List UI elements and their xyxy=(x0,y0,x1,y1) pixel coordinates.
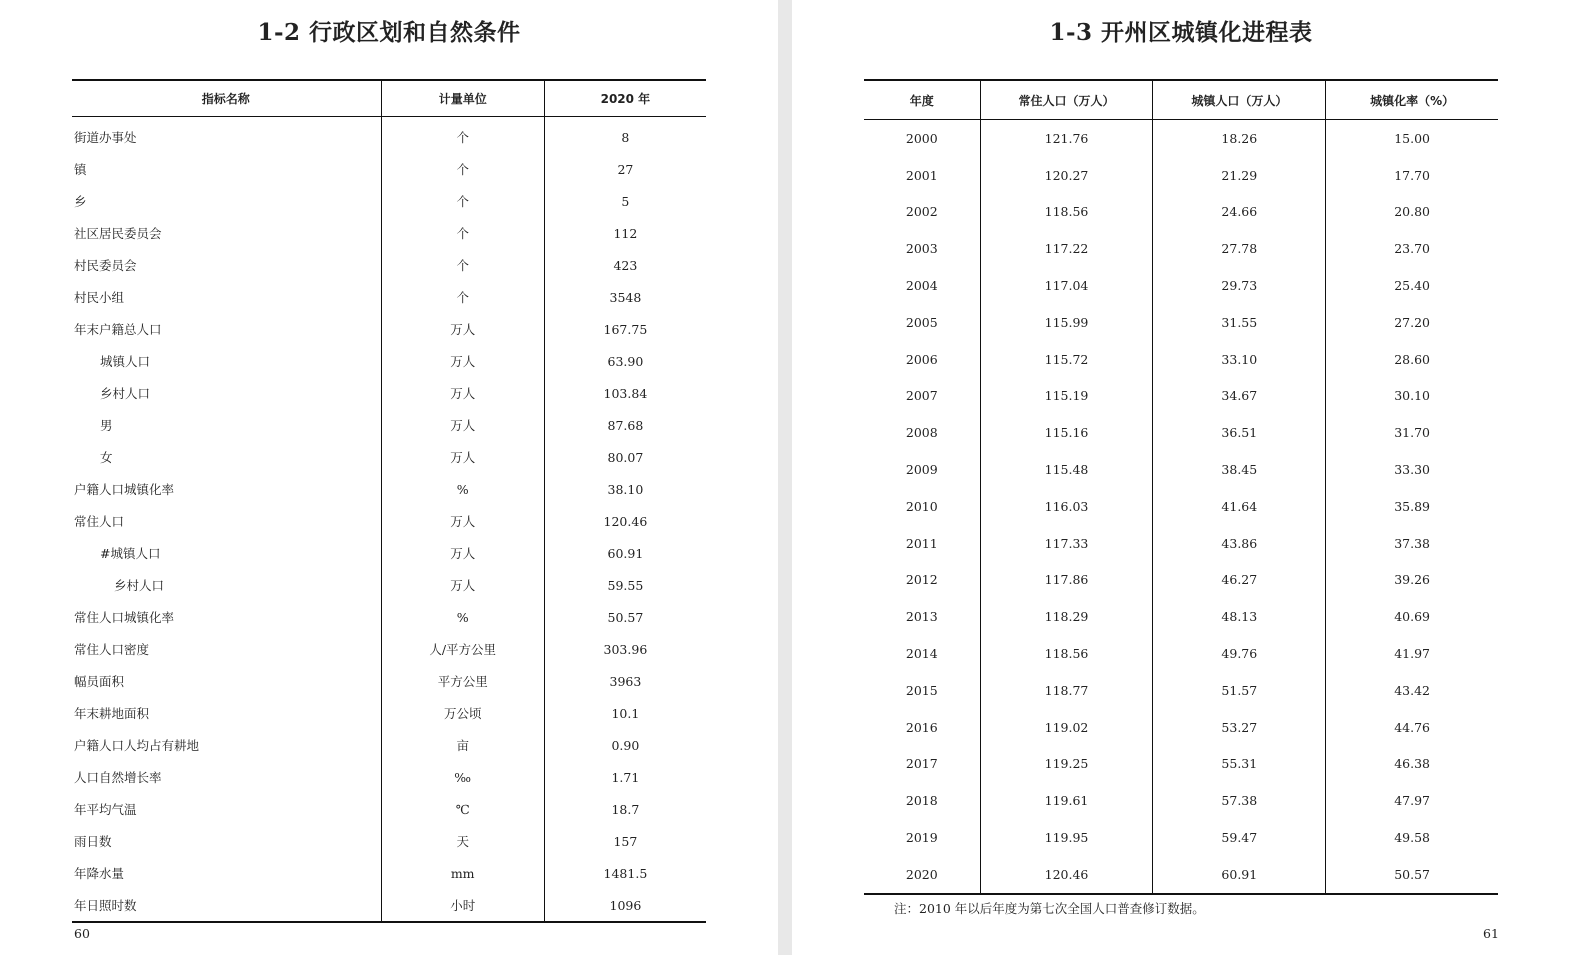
table-row xyxy=(864,819,1498,856)
row-value: 303.96 xyxy=(544,633,706,665)
row-value: 60.91 xyxy=(544,537,706,569)
urbanization-table xyxy=(864,79,1498,895)
row-year: 2001 xyxy=(905,167,938,183)
row-unit: 万人 xyxy=(381,441,544,473)
row-resident-pop: 121.76 xyxy=(980,120,1153,157)
row-resident-pop: 117.86 xyxy=(980,562,1153,599)
row-urbanization-rate: 46.38 xyxy=(1326,746,1498,783)
admin-division-table-body xyxy=(72,117,706,923)
row-indicator-name: 年末耕地面积 xyxy=(74,706,150,721)
row-resident-pop: 115.48 xyxy=(980,451,1153,488)
row-value: 18.7 xyxy=(544,793,706,825)
header-urbanization-rate: 城镇化率（%） xyxy=(1326,80,1498,120)
table-row xyxy=(864,635,1498,672)
row-value: 0.90 xyxy=(544,729,706,761)
table-note: 注：2010 年以后年度为第七次全国人口普查修订数据。 xyxy=(894,901,1205,916)
row-resident-pop: 120.46 xyxy=(980,856,1153,894)
row-indicator-name: 雨日数 xyxy=(74,834,112,849)
table-row xyxy=(864,378,1498,415)
row-unit: 万人 xyxy=(381,409,544,441)
row-urban-pop: 59.47 xyxy=(1153,819,1326,856)
row-urbanization-rate: 37.38 xyxy=(1326,525,1498,562)
row-unit: 小时 xyxy=(381,889,544,922)
table-row xyxy=(72,441,706,473)
row-indicator-name: 常住人口城镇化率 xyxy=(74,610,175,625)
header-urban-pop: 城镇人口（万人） xyxy=(1153,80,1326,120)
urbanization-table-body xyxy=(864,120,1498,894)
row-resident-pop: 118.29 xyxy=(980,598,1153,635)
row-year: 2006 xyxy=(905,351,938,367)
table-row xyxy=(864,230,1498,267)
row-unit: 平方公里 xyxy=(381,665,544,697)
table-row xyxy=(72,377,706,409)
table-row xyxy=(72,249,706,281)
row-unit: 个 xyxy=(381,117,544,154)
row-unit: mm xyxy=(381,857,544,889)
row-resident-pop: 119.61 xyxy=(980,782,1153,819)
row-urbanization-rate: 27.20 xyxy=(1326,304,1498,341)
row-unit: 万人 xyxy=(381,313,544,345)
row-urban-pop: 36.51 xyxy=(1153,414,1326,451)
row-year: 2014 xyxy=(905,646,938,662)
row-year: 2000 xyxy=(905,130,938,146)
row-urbanization-rate: 44.76 xyxy=(1326,709,1498,746)
row-unit: 个 xyxy=(381,249,544,281)
row-urban-pop: 46.27 xyxy=(1153,562,1326,599)
table-row xyxy=(864,304,1498,341)
row-value: 59.55 xyxy=(544,569,706,601)
row-year: 2017 xyxy=(905,756,938,772)
table-row xyxy=(72,537,706,569)
row-resident-pop: 117.22 xyxy=(980,230,1153,267)
table-row xyxy=(72,889,706,922)
row-unit: 万人 xyxy=(381,377,544,409)
row-value: 38.10 xyxy=(544,473,706,505)
row-urbanization-rate: 33.30 xyxy=(1326,451,1498,488)
row-resident-pop: 115.16 xyxy=(980,414,1153,451)
table-header-row xyxy=(864,80,1498,120)
row-unit: 天 xyxy=(381,825,544,857)
row-unit: 万人 xyxy=(381,569,544,601)
row-value: 120.46 xyxy=(544,505,706,537)
row-urban-pop: 38.45 xyxy=(1153,451,1326,488)
row-indicator-name: 年日照时数 xyxy=(74,898,137,913)
row-indicator-name: 女 xyxy=(100,450,113,465)
table-row xyxy=(864,709,1498,746)
row-value: 87.68 xyxy=(544,409,706,441)
table-row xyxy=(864,746,1498,783)
row-urbanization-rate: 41.97 xyxy=(1326,635,1498,672)
row-urban-pop: 51.57 xyxy=(1153,672,1326,709)
row-resident-pop: 118.56 xyxy=(980,635,1153,672)
right-page xyxy=(792,0,1592,955)
row-urbanization-rate: 49.58 xyxy=(1326,819,1498,856)
table-row xyxy=(864,488,1498,525)
row-indicator-name: 乡 xyxy=(74,194,87,209)
row-indicator-name: 户籍人口人均占有耕地 xyxy=(74,738,200,753)
table-row xyxy=(72,825,706,857)
row-urban-pop: 49.76 xyxy=(1153,635,1326,672)
row-urban-pop: 29.73 xyxy=(1153,267,1326,304)
row-year: 2019 xyxy=(905,830,938,846)
row-indicator-name: #城镇人口 xyxy=(100,546,161,561)
row-value: 1481.5 xyxy=(544,857,706,889)
row-unit: 万人 xyxy=(381,505,544,537)
table-row xyxy=(72,793,706,825)
row-urbanization-rate: 25.40 xyxy=(1326,267,1498,304)
row-urban-pop: 43.86 xyxy=(1153,525,1326,562)
row-year: 2009 xyxy=(905,462,938,478)
header-year-2020: 2020 年 xyxy=(544,80,706,117)
row-year: 2012 xyxy=(905,572,938,588)
row-resident-pop: 116.03 xyxy=(980,488,1153,525)
page-gutter xyxy=(778,0,792,955)
row-value: 423 xyxy=(544,249,706,281)
table-row xyxy=(72,409,706,441)
table-row xyxy=(864,525,1498,562)
table-row xyxy=(72,729,706,761)
row-indicator-name: 年末户籍总人口 xyxy=(74,322,162,337)
row-urbanization-rate: 43.42 xyxy=(1326,672,1498,709)
row-unit: 万人 xyxy=(381,537,544,569)
row-resident-pop: 119.95 xyxy=(980,819,1153,856)
header-indicator-name: 指标名称 xyxy=(72,80,381,117)
header-resident-pop: 常住人口（万人） xyxy=(980,80,1153,120)
header-year: 年度 xyxy=(864,80,980,120)
row-indicator-name: 人口自然增长率 xyxy=(74,770,162,785)
row-urban-pop: 21.29 xyxy=(1153,157,1326,194)
row-unit: ‰ xyxy=(381,761,544,793)
page-number-right: 61 xyxy=(1483,926,1499,941)
row-resident-pop: 119.02 xyxy=(980,709,1153,746)
row-resident-pop: 117.33 xyxy=(980,525,1153,562)
row-resident-pop: 118.77 xyxy=(980,672,1153,709)
row-year: 2015 xyxy=(905,682,938,698)
left-page xyxy=(0,0,778,955)
row-year: 2016 xyxy=(905,719,938,735)
row-resident-pop: 119.25 xyxy=(980,746,1153,783)
row-value: 1.71 xyxy=(544,761,706,793)
table-row xyxy=(72,313,706,345)
row-urban-pop: 24.66 xyxy=(1153,194,1326,231)
row-indicator-name: 常住人口密度 xyxy=(74,642,150,657)
row-indicator-name: 乡村人口 xyxy=(114,578,165,593)
table-header-row xyxy=(72,80,706,117)
row-year: 2011 xyxy=(905,535,938,551)
table-1-3-title: 1-3 开州区城镇化进程表 xyxy=(1049,19,1313,46)
table-row xyxy=(864,120,1498,157)
row-year: 2018 xyxy=(905,793,938,809)
row-value: 1096 xyxy=(544,889,706,922)
row-resident-pop: 117.04 xyxy=(980,267,1153,304)
row-year: 2004 xyxy=(905,278,938,294)
table-row xyxy=(72,217,706,249)
row-urbanization-rate: 28.60 xyxy=(1326,341,1498,378)
row-year: 2020 xyxy=(905,866,938,882)
row-urbanization-rate: 50.57 xyxy=(1326,856,1498,894)
table-row xyxy=(72,665,706,697)
page-number-left: 60 xyxy=(74,926,90,941)
table-row xyxy=(864,157,1498,194)
table-row xyxy=(72,633,706,665)
table-row xyxy=(864,414,1498,451)
row-year: 2005 xyxy=(905,314,938,330)
table-row xyxy=(864,598,1498,635)
row-urban-pop: 55.31 xyxy=(1153,746,1326,783)
row-indicator-name: 户籍人口城镇化率 xyxy=(74,482,175,497)
row-indicator-name: 年平均气温 xyxy=(74,802,137,817)
row-indicator-name: 村民委员会 xyxy=(74,258,137,273)
row-indicator-name: 常住人口 xyxy=(74,514,125,529)
row-unit: 万公顷 xyxy=(381,697,544,729)
row-urban-pop: 57.38 xyxy=(1153,782,1326,819)
table-row xyxy=(72,117,706,154)
row-value: 5 xyxy=(544,185,706,217)
row-year: 2002 xyxy=(905,204,938,220)
row-urbanization-rate: 17.70 xyxy=(1326,157,1498,194)
table-row xyxy=(72,569,706,601)
row-urban-pop: 18.26 xyxy=(1153,120,1326,157)
row-unit: 万人 xyxy=(381,345,544,377)
table-row xyxy=(72,761,706,793)
header-unit: 计量单位 xyxy=(381,80,544,117)
row-value: 50.57 xyxy=(544,601,706,633)
table-row xyxy=(72,281,706,313)
row-indicator-name: 男 xyxy=(100,418,113,433)
row-year: 2008 xyxy=(905,425,938,441)
table-row xyxy=(72,345,706,377)
row-unit: % xyxy=(381,601,544,633)
row-urban-pop: 27.78 xyxy=(1153,230,1326,267)
row-value: 112 xyxy=(544,217,706,249)
row-value: 8 xyxy=(544,117,706,154)
row-resident-pop: 115.99 xyxy=(980,304,1153,341)
row-value: 3963 xyxy=(544,665,706,697)
row-indicator-name: 镇 xyxy=(74,162,87,177)
row-urban-pop: 48.13 xyxy=(1153,598,1326,635)
row-unit: ℃ xyxy=(381,793,544,825)
table-row xyxy=(864,856,1498,894)
row-unit: 个 xyxy=(381,153,544,185)
row-urbanization-rate: 15.00 xyxy=(1326,120,1498,157)
table-row xyxy=(864,451,1498,488)
row-unit: 个 xyxy=(381,217,544,249)
table-1-2-title: 1-2 行政区划和自然条件 xyxy=(257,19,521,46)
row-value: 157 xyxy=(544,825,706,857)
row-urbanization-rate: 30.10 xyxy=(1326,378,1498,415)
row-urbanization-rate: 40.69 xyxy=(1326,598,1498,635)
row-urban-pop: 31.55 xyxy=(1153,304,1326,341)
row-urbanization-rate: 20.80 xyxy=(1326,194,1498,231)
row-resident-pop: 115.19 xyxy=(980,378,1153,415)
admin-division-table xyxy=(72,79,706,923)
table-row xyxy=(864,562,1498,599)
row-value: 103.84 xyxy=(544,377,706,409)
row-indicator-name: 街道办事处 xyxy=(74,130,137,145)
row-value: 10.1 xyxy=(544,697,706,729)
row-indicator-name: 城镇人口 xyxy=(100,354,151,369)
row-value: 80.07 xyxy=(544,441,706,473)
row-urban-pop: 34.67 xyxy=(1153,378,1326,415)
row-year: 2003 xyxy=(905,241,938,257)
row-value: 3548 xyxy=(544,281,706,313)
row-unit: % xyxy=(381,473,544,505)
row-urbanization-rate: 35.89 xyxy=(1326,488,1498,525)
row-unit: 亩 xyxy=(381,729,544,761)
table-row xyxy=(864,267,1498,304)
row-value: 27 xyxy=(544,153,706,185)
row-urban-pop: 53.27 xyxy=(1153,709,1326,746)
row-indicator-name: 乡村人口 xyxy=(100,386,151,401)
row-resident-pop: 115.72 xyxy=(980,341,1153,378)
row-value: 167.75 xyxy=(544,313,706,345)
row-unit: 个 xyxy=(381,281,544,313)
table-row xyxy=(72,185,706,217)
row-unit: 个 xyxy=(381,185,544,217)
row-indicator-name: 村民小组 xyxy=(74,290,125,305)
table-row xyxy=(72,601,706,633)
table-row xyxy=(864,782,1498,819)
row-resident-pop: 118.56 xyxy=(980,194,1153,231)
table-row xyxy=(72,505,706,537)
row-indicator-name: 年降水量 xyxy=(74,866,125,881)
row-urbanization-rate: 23.70 xyxy=(1326,230,1498,267)
row-resident-pop: 120.27 xyxy=(980,157,1153,194)
row-urban-pop: 41.64 xyxy=(1153,488,1326,525)
row-indicator-name: 幅员面积 xyxy=(74,674,125,689)
row-year: 2007 xyxy=(905,388,938,404)
table-row xyxy=(72,153,706,185)
table-row xyxy=(72,857,706,889)
row-urbanization-rate: 31.70 xyxy=(1326,414,1498,451)
row-unit: 人/平方公里 xyxy=(381,633,544,665)
row-urban-pop: 60.91 xyxy=(1153,856,1326,894)
row-value: 63.90 xyxy=(544,345,706,377)
row-indicator-name: 社区居民委员会 xyxy=(74,226,162,241)
row-urban-pop: 33.10 xyxy=(1153,341,1326,378)
row-urbanization-rate: 47.97 xyxy=(1326,782,1498,819)
table-row xyxy=(864,341,1498,378)
table-row xyxy=(72,473,706,505)
table-row xyxy=(72,697,706,729)
row-urbanization-rate: 39.26 xyxy=(1326,562,1498,599)
table-row xyxy=(864,194,1498,231)
table-row xyxy=(864,672,1498,709)
row-year: 2013 xyxy=(905,609,938,625)
row-year: 2010 xyxy=(905,498,938,514)
